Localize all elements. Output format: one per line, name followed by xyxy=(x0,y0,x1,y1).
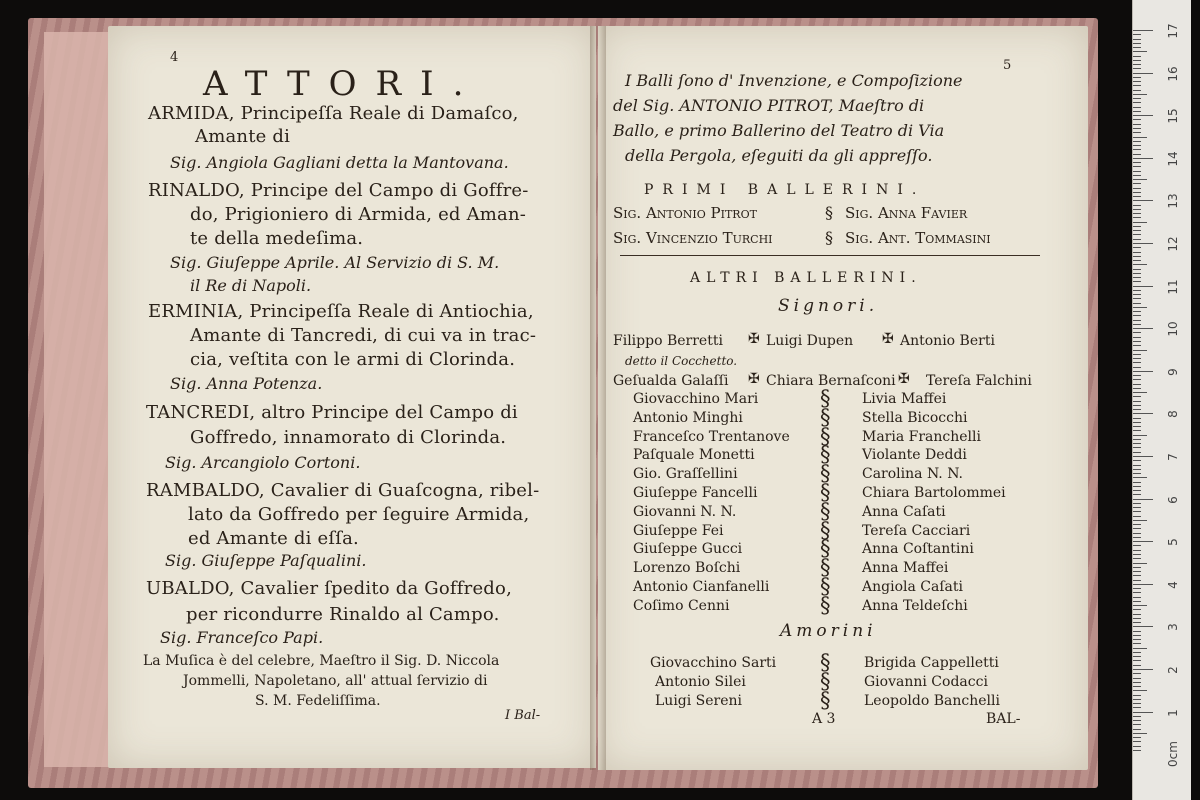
ruler-tick xyxy=(1133,358,1141,359)
page-title: ATTORI. xyxy=(203,64,483,104)
ruler-number: 10 xyxy=(1166,321,1180,337)
ruler-tick xyxy=(1133,183,1141,184)
ruler-tick xyxy=(1133,307,1147,308)
ruler-tick xyxy=(1133,503,1141,504)
ruler-tick xyxy=(1133,81,1141,82)
ruler-number: 8 xyxy=(1166,410,1180,419)
section-sign: § xyxy=(820,555,831,580)
ruler-tick xyxy=(1133,371,1153,372)
section-sign: § xyxy=(820,574,831,598)
intro-line3: Ballo, e primo Ballerino del Teatro di Via xyxy=(613,121,945,140)
ruler-number: 9 xyxy=(1166,367,1180,376)
dancer-right: Tereſa Cacciari xyxy=(862,522,971,539)
ruler-tick xyxy=(1133,648,1147,649)
ruler-tick xyxy=(1133,332,1141,333)
ruler-tick xyxy=(1133,435,1147,436)
amorino-right: Giovanni Codacci xyxy=(864,674,988,690)
ruler-number: 11 xyxy=(1166,278,1180,295)
section-sign: § xyxy=(820,498,831,523)
ruler-tick xyxy=(1133,554,1141,555)
ruler-tick xyxy=(1133,712,1153,713)
ruler-tick xyxy=(1133,720,1141,721)
dancer-left: Gio. Graſſellini xyxy=(633,466,738,483)
ruler-tick xyxy=(1133,247,1141,248)
ruler-tick xyxy=(1133,111,1141,112)
ruler-tick xyxy=(1133,269,1141,270)
row1-name2: Luigi Dupen xyxy=(766,333,854,349)
dancer-left: Coſimo Cenni xyxy=(633,597,730,614)
music-note-line1: La Muſica è del celebre, Maeſtro il Sig. D. Niccola xyxy=(143,653,500,669)
ruler-tick xyxy=(1133,550,1141,551)
ruler-tick xyxy=(1133,124,1141,125)
catchword-left: I Bal- xyxy=(505,708,541,723)
amorino-right: Leopoldo Banchelli xyxy=(864,693,1000,709)
page-number-right: 5 xyxy=(1003,58,1012,73)
ruler-tick xyxy=(1133,494,1141,495)
music-note-line2: Jommelli, Napoletano, all' attual ſervizio di xyxy=(183,673,488,689)
ruler-tick xyxy=(1133,690,1147,691)
primi-row2-right: Sig. Ant. Tommasini xyxy=(845,229,991,247)
ruler-tick xyxy=(1133,686,1141,687)
role-ubaldo-line2: per ricondurre Rinaldo al Campo. xyxy=(186,604,500,625)
ruler-tick xyxy=(1133,392,1147,393)
ruler-tick xyxy=(1133,405,1141,406)
ruler-tick xyxy=(1133,166,1141,167)
ruler-tick xyxy=(1133,660,1141,661)
ruler-tick xyxy=(1133,490,1141,491)
ruler-tick xyxy=(1133,367,1141,368)
ruler-tick xyxy=(1133,703,1141,704)
intro-line4: della Pergola, eſeguiti da gli appreſſo. xyxy=(625,146,933,165)
ruler-tick xyxy=(1133,499,1153,500)
ruler-tick xyxy=(1133,695,1141,696)
ruler-tick xyxy=(1133,217,1141,218)
ruler-number: 0cm xyxy=(1166,741,1180,768)
signori-heading: Signori. xyxy=(778,296,879,316)
ruler-tick xyxy=(1133,43,1141,44)
ruler-number: 1 xyxy=(1166,708,1180,717)
ruler-tick xyxy=(1133,154,1141,155)
section-sign: § xyxy=(820,461,831,486)
row2-name2: Chiara Bernaſconi xyxy=(766,373,896,389)
ruler-tick xyxy=(1133,149,1141,150)
dancer-right: Livia Maffei xyxy=(862,391,947,407)
ruler-tick xyxy=(1133,137,1147,138)
signature-mark: A 3 xyxy=(812,711,836,727)
ruler-tick xyxy=(1133,34,1141,35)
primi-row2-left: Sig. Vincenzio Turchi xyxy=(613,229,773,247)
ruler-tick xyxy=(1133,222,1147,223)
ruler-tick xyxy=(1133,609,1141,610)
ruler-tick xyxy=(1133,171,1141,172)
ruler-tick xyxy=(1133,584,1153,585)
ruler-tick xyxy=(1133,656,1141,657)
dancer-left: Franceſco Trentanove xyxy=(633,428,790,445)
ruler-tick xyxy=(1133,303,1141,304)
section-sign: § xyxy=(820,669,831,693)
divider-rule xyxy=(620,255,1040,256)
dancer-left: Giovacchino Mari xyxy=(633,391,759,407)
dancer-left: Giuſeppe Fancelli xyxy=(633,485,758,501)
ruler-tick xyxy=(1133,563,1147,564)
ruler-tick xyxy=(1133,673,1141,674)
singer-rambaldo: Sig. Giuſeppe Paſqualini. xyxy=(165,551,367,570)
dancer-left: Giovanni N. N. xyxy=(633,503,737,520)
ruler-tick xyxy=(1133,102,1141,103)
section-sign: § xyxy=(820,386,831,410)
ruler-tick xyxy=(1133,614,1141,615)
ruler-tick xyxy=(1133,516,1141,517)
ruler-tick xyxy=(1133,73,1153,74)
ruler-tick xyxy=(1133,320,1141,321)
section-sign: § xyxy=(820,650,831,674)
ruler-tick xyxy=(1133,179,1147,180)
ruler-tick xyxy=(1133,375,1141,376)
role-rinaldo-line1: RINALDO, Principe del Campo di Goffre- xyxy=(148,180,529,201)
ruler-tick xyxy=(1133,456,1153,457)
row1-cross1: ✠ xyxy=(748,331,760,347)
ruler-tick xyxy=(1133,294,1141,295)
singer-ubaldo: Sig. Franceſco Papi. xyxy=(160,628,324,647)
ruler-number: 16 xyxy=(1166,65,1180,82)
dancer-right: Chiara Bartolommei xyxy=(862,485,1006,501)
dancer-left: Paſquale Monetti xyxy=(633,447,755,464)
ruler-tick xyxy=(1133,452,1141,453)
primi-row1-right: Sig. Anna Favier xyxy=(845,204,968,222)
singer-tancredi: Sig. Arcangiolo Cortoni. xyxy=(165,453,361,472)
ruler-tick xyxy=(1133,379,1141,380)
dancer-right: Carolina N. N. xyxy=(862,466,964,483)
role-tancredi-line2: Goffredo, innamorato di Clorinda. xyxy=(190,427,507,448)
ruler-tick xyxy=(1133,115,1153,116)
ruler-tick xyxy=(1133,665,1141,666)
ruler-tick xyxy=(1133,592,1141,593)
amorino-left: Luigi Sereni xyxy=(655,693,743,709)
singer-erminia: Sig. Anna Potenza. xyxy=(170,374,323,393)
ruler-tick xyxy=(1133,473,1141,474)
ruler-tick xyxy=(1133,311,1141,312)
ruler-tick xyxy=(1133,520,1147,521)
ruler-tick xyxy=(1133,443,1141,444)
ruler-number: 7 xyxy=(1166,453,1180,461)
ruler-tick xyxy=(1133,188,1141,189)
dancer-left: Antonio Minghi xyxy=(633,409,743,426)
dancer-right: Anna Coſtantini xyxy=(862,541,974,558)
ruler-tick xyxy=(1133,56,1141,57)
ruler-tick xyxy=(1133,39,1141,40)
primi-row1-sep: § xyxy=(825,203,833,222)
ruler-tick xyxy=(1133,567,1141,568)
row2-name1: Geſualda Galaſſi xyxy=(613,373,729,389)
ruler-tick xyxy=(1133,273,1141,274)
dancer-right: Anna Teldeſchi xyxy=(862,597,968,614)
section-sign: § xyxy=(820,423,831,448)
row2-name3: Tereſa Falchini xyxy=(926,373,1032,389)
ruler-number: 5 xyxy=(1166,538,1180,547)
ruler-tick xyxy=(1133,252,1141,253)
ruler-tick xyxy=(1133,362,1141,363)
ruler-tick xyxy=(1133,281,1141,282)
role-erminia-line2: Amante di Tancredi, di cui va in trac- xyxy=(190,325,537,346)
ruler-tick xyxy=(1133,128,1141,129)
ruler-tick xyxy=(1133,243,1153,244)
ruler-tick xyxy=(1133,68,1141,69)
dancer-left: Antonio Cianfanelli xyxy=(633,579,770,595)
ruler-tick xyxy=(1133,107,1141,108)
ruler-tick xyxy=(1133,477,1147,478)
ruler-tick xyxy=(1133,729,1141,730)
ruler-tick xyxy=(1133,469,1141,470)
page-number-left: 4 xyxy=(170,50,179,65)
ruler-tick xyxy=(1133,460,1141,461)
ruler-tick xyxy=(1133,98,1141,99)
amorino-right: Brigida Cappelletti xyxy=(864,655,999,671)
primi-row1-left: Sig. Antonio Pitrot xyxy=(613,204,757,222)
flyleaf xyxy=(44,32,110,767)
ruler-number: 14 xyxy=(1166,151,1180,167)
ruler-tick xyxy=(1133,213,1141,214)
ruler-tick xyxy=(1133,465,1141,466)
dancer-right: Anna Caſati xyxy=(862,503,946,520)
ruler-tick xyxy=(1133,132,1141,133)
singer-rinaldo-line1: Sig. Giuſeppe Aprile. Al Servizio di S. M. xyxy=(170,253,500,272)
ruler-tick xyxy=(1133,396,1141,397)
ruler-tick xyxy=(1133,90,1141,91)
ruler-tick xyxy=(1133,51,1147,52)
role-armida-line1: ARMIDA, Principeſſa Reale di Damaſco, xyxy=(148,103,519,124)
ruler-tick xyxy=(1133,345,1141,346)
ruler-tick xyxy=(1133,511,1141,512)
ruler-tick xyxy=(1133,669,1153,670)
row1-name1: Filippo Berretti xyxy=(613,333,723,349)
section-sign: § xyxy=(820,442,831,467)
primi-heading: PRIMI BALLERINI. xyxy=(644,182,926,198)
singer-armida: Sig. Angiola Gagliani detta la Mantovana. xyxy=(170,153,509,172)
ruler-tick xyxy=(1133,341,1141,342)
dancer-right: Violante Deddi xyxy=(862,447,967,464)
ruler-tick xyxy=(1133,200,1153,201)
row2-cross1: ✠ xyxy=(748,371,760,387)
ruler-tick xyxy=(1133,239,1141,240)
book-gutter xyxy=(590,26,606,770)
ruler-number: 17 xyxy=(1166,23,1180,39)
row1-note: detto il Cocchetto. xyxy=(625,354,738,368)
ruler-tick xyxy=(1133,230,1141,231)
ruler-number: 15 xyxy=(1166,108,1180,124)
ruler-tick xyxy=(1133,298,1141,299)
catchword-right: BAL- xyxy=(986,711,1021,727)
singer-rinaldo-line2: il Re di Napoli. xyxy=(190,276,312,295)
role-rinaldo-line3: te della medeſima. xyxy=(190,228,364,249)
ruler-tick xyxy=(1133,77,1141,78)
ruler-tick xyxy=(1133,409,1141,410)
role-armida-line2: Amante di xyxy=(195,126,291,147)
ruler-tick xyxy=(1133,119,1141,120)
ruler-tick xyxy=(1133,741,1141,742)
ruler-tick xyxy=(1133,571,1141,572)
ruler-tick xyxy=(1133,401,1141,402)
dancer-left: Giuſeppe Gucci xyxy=(633,541,743,558)
ruler-tick xyxy=(1133,324,1141,325)
ruler-tick xyxy=(1133,724,1141,725)
ruler-tick xyxy=(1133,716,1141,717)
ruler-tick xyxy=(1133,575,1141,576)
ruler-tick xyxy=(1133,315,1141,316)
ruler-tick xyxy=(1133,426,1141,427)
role-ubaldo-line1: UBALDO, Cavalier ſpedito da Goffredo, xyxy=(146,578,512,599)
ruler-tick xyxy=(1133,439,1141,440)
ruler-tick xyxy=(1133,626,1153,627)
ruler-tick xyxy=(1133,418,1141,419)
ruler-tick xyxy=(1133,605,1147,606)
section-sign: § xyxy=(820,536,831,561)
ruler-tick xyxy=(1133,256,1141,257)
ruler-tick xyxy=(1133,328,1153,329)
ruler-tick xyxy=(1133,158,1153,159)
ruler-tick xyxy=(1133,388,1141,389)
intro-line2: del Sig. ANTONIO PITROT, Maeſtro di xyxy=(613,96,925,115)
section-sign: § xyxy=(820,517,831,542)
row2-cross2: ✠ xyxy=(898,371,910,387)
role-rambaldo-line2: lato da Goffredo per ſeguire Armida, xyxy=(188,504,530,525)
section-sign: § xyxy=(820,592,831,617)
ruler-tick xyxy=(1133,30,1153,31)
ruler-number: 2 xyxy=(1166,666,1180,674)
ruler-tick xyxy=(1133,337,1141,338)
role-rambaldo-line3: ed Amante di eſſa. xyxy=(188,528,359,549)
ruler-tick xyxy=(1133,631,1141,632)
ruler-tick xyxy=(1133,290,1141,291)
ruler-tick xyxy=(1133,413,1153,414)
amorino-left: Giovacchino Sarti xyxy=(650,655,777,671)
ruler-tick xyxy=(1133,350,1147,351)
ruler-tick xyxy=(1133,678,1141,679)
row1-cross2: ✠ xyxy=(882,331,894,347)
ruler-tick xyxy=(1133,482,1141,483)
ruler-tick xyxy=(1133,430,1141,431)
ruler-number: 12 xyxy=(1166,236,1180,252)
ruler-number: 4 xyxy=(1166,580,1180,589)
primi-row2-sep: § xyxy=(825,228,833,247)
ruler-tick xyxy=(1133,507,1141,508)
section-sign: § xyxy=(820,404,831,429)
dancer-right: Maria Franchelli xyxy=(862,428,981,445)
ruler-tick xyxy=(1133,145,1141,146)
ruler-tick xyxy=(1133,528,1141,529)
ruler-tick xyxy=(1133,175,1141,176)
role-tancredi-line1: TANCREDI, altro Principe del Campo di xyxy=(146,402,518,423)
ruler-tick xyxy=(1133,545,1141,546)
role-erminia-line3: cia, veſtita con le armi di Clorinda. xyxy=(190,349,516,370)
ruler-tick xyxy=(1133,447,1141,448)
section-sign: § xyxy=(820,688,831,712)
ruler-tick xyxy=(1133,635,1141,636)
ruler-tick xyxy=(1133,558,1141,559)
ruler-tick xyxy=(1133,422,1141,423)
ruler-tick xyxy=(1133,192,1141,193)
ruler-tick xyxy=(1133,64,1141,65)
amorino-left: Antonio Silei xyxy=(655,674,746,690)
ruler-tick xyxy=(1133,234,1141,235)
ruler-tick xyxy=(1133,541,1153,542)
ruler-tick xyxy=(1133,746,1141,747)
ruler-tick xyxy=(1133,533,1141,534)
ruler-tick xyxy=(1133,750,1141,751)
ruler-tick xyxy=(1133,286,1153,287)
ruler-tick xyxy=(1133,699,1141,700)
ruler-tick xyxy=(1133,196,1141,197)
ruler-tick xyxy=(1133,601,1141,602)
role-erminia-line1: ERMINIA, Principeſſa Reale di Antiochia, xyxy=(148,301,534,322)
dancer-left: Lorenzo Boſchi xyxy=(633,560,741,577)
ruler-number: 6 xyxy=(1166,495,1180,504)
ruler-tick xyxy=(1133,141,1141,142)
ruler-tick xyxy=(1133,277,1141,278)
ruler-tick xyxy=(1133,524,1141,525)
section-sign: § xyxy=(820,480,831,504)
ruler-tick xyxy=(1133,205,1141,206)
dancer-right: Stella Bicocchi xyxy=(862,409,968,426)
ruler-number: 3 xyxy=(1166,623,1180,632)
dancer-left: Giuſeppe Fei xyxy=(633,522,724,539)
ruler-tick xyxy=(1133,264,1147,265)
ruler-tick xyxy=(1133,618,1141,619)
dancer-right: Anna Maffei xyxy=(862,560,949,577)
ruler-tick xyxy=(1133,639,1141,640)
ruler-tick xyxy=(1133,60,1141,61)
role-rambaldo-line1: RAMBALDO, Cavalier di Guaſcogna, ribel- xyxy=(146,480,540,501)
ruler-tick xyxy=(1133,537,1141,538)
ruler-tick xyxy=(1133,597,1141,598)
ruler-tick xyxy=(1133,85,1141,86)
ruler-tick xyxy=(1133,707,1141,708)
ruler-tick xyxy=(1133,737,1141,738)
ruler-tick xyxy=(1133,354,1141,355)
ruler-tick xyxy=(1133,486,1141,487)
ruler-tick xyxy=(1133,580,1141,581)
ruler-tick xyxy=(1133,588,1141,589)
dancer-right: Angiola Caſati xyxy=(862,579,963,595)
ruler-tick xyxy=(1133,384,1141,385)
ruler-tick xyxy=(1133,94,1147,95)
ruler-tick xyxy=(1133,47,1141,48)
ruler-tick xyxy=(1133,652,1141,653)
ruler-tick xyxy=(1133,733,1147,734)
ruler-tick xyxy=(1133,622,1141,623)
ruler-tick xyxy=(1133,682,1141,683)
ruler-tick xyxy=(1133,260,1141,261)
ruler-number: 13 xyxy=(1166,193,1180,210)
ruler-tick xyxy=(1133,643,1141,644)
music-note-line3: S. M. Fedeliſſima. xyxy=(255,693,381,709)
ruler-tick xyxy=(1133,162,1141,163)
role-rinaldo-line2: do, Prigioniero di Armida, ed Aman- xyxy=(190,204,527,225)
altri-heading: ALTRI BALLERINI. xyxy=(690,270,922,286)
row1-name3: Antonio Berti xyxy=(900,333,995,349)
amorini-heading: Amorini xyxy=(780,621,877,641)
measurement-ruler xyxy=(1132,0,1191,800)
ruler-tick xyxy=(1133,226,1141,227)
intro-line1: I Balli ſono d' Invenzione, e Compoſizione xyxy=(625,71,963,90)
ruler-tick xyxy=(1133,209,1141,210)
